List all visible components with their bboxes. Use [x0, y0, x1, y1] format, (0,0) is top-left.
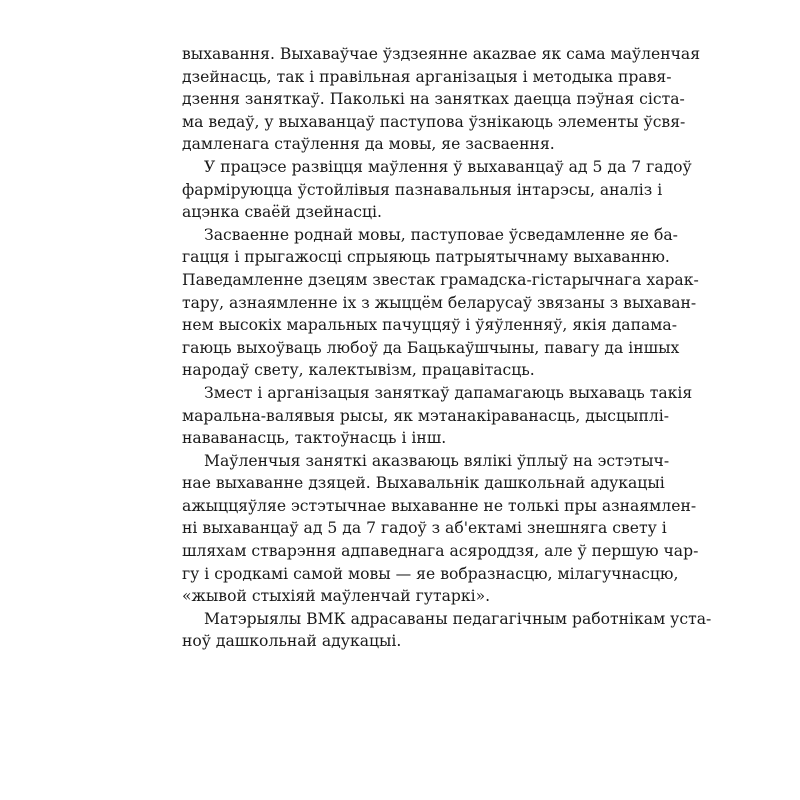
text-line: Маўленчыя заняткі аказваюць вялікі ўплыў на эстэтыч-	[204, 451, 670, 470]
text-line: У працэсе развіцця маўлення ў выхаванцаў ад 5 да 7 гадоў	[204, 157, 692, 176]
paragraph-5	[182, 450, 699, 608]
text-line: выхавання. Выхаваўчае ўздзеянне акazвае як сама маўленчая	[182, 45, 701, 63]
text-line: нем высокіх маральных пачуццяў і ўяўленняў, якія дапама-	[182, 316, 677, 335]
text-line: нае выхаванне дзяцей. Выхавальнік дашкольнай адукацыі	[182, 474, 665, 493]
text-line: «жывой стыхіяй маўленчай гутаркі».	[182, 587, 491, 606]
text-line: нававанасць, тактоўнасць і інш.	[182, 429, 447, 448]
text-line: гацця і прыгажосці спрыяюць патрыятычнаму выхаванню.	[182, 248, 670, 267]
text-line: ноў дашкольнай адукацыі.	[182, 632, 402, 651]
text-line: маральна-валявыя рысы, як мэтанакіраванасць, дысцыплі-	[182, 406, 670, 425]
paragraph-2	[182, 156, 692, 224]
paragraph-1	[182, 43, 701, 156]
text-line: Паведамленне дзецям звестак грамадска-гістарычнага харак-	[182, 270, 699, 289]
body-text	[182, 43, 712, 653]
text-line: Матэрыялы ВМК адрасаваны педагагічным работнікам уста-	[204, 609, 712, 628]
text-line: ні выхаванцаў ад 5 да 7 гадоў з аб'ектамі знешняга свету і	[182, 519, 667, 538]
text-line: ацэнка сваёй дзейнасці.	[182, 203, 382, 222]
text-line: гаюць выхоўваць любоў да Бацькаўшчыны, павагу да іншых	[182, 338, 680, 357]
text-line: дамленага стаўлення да мовы, яе засваення.	[182, 135, 555, 154]
text-line: фарміруюцца ўстойлівыя пазнавальныя інтарэсы, аналіз і	[182, 180, 663, 199]
text-line: Змест і арганізацыя заняткаў дапамагаюць выхаваць такія	[204, 383, 693, 402]
text-line: Засваенне роднай мовы, паступовае ўсведамленне яе ба-	[204, 225, 678, 244]
text-line: дзення заняткаў. Паколькі на занятках даецца пэўная сіста-	[182, 90, 685, 109]
text-line: дзейнасць, так і правільная арганізацыя і методыка правя-	[182, 67, 672, 86]
text-line: гу і сродкамі самой мовы — яе вобразнасцю, мілагучнасцю,	[182, 564, 679, 583]
paragraph-6	[182, 608, 712, 653]
paragraph-4	[182, 382, 693, 450]
text-line: ажыццяўляе эстэтычнае выхаванне не толькі пры азнаямлен-	[182, 496, 697, 515]
text-line: народаў свету, калектывізм, працавітасць.	[182, 361, 535, 380]
text-line: шляхам стварэння адпаведнага асяроддзя, але ў першую чар-	[182, 542, 699, 561]
text-line: тару, азнаямленне іх з жыццём беларусаў звязаны з выхаван-	[182, 293, 697, 312]
paragraph-3	[182, 224, 699, 382]
text-line: ма ведаў, у выхаванцаў паступова ўзнікаюць элементы ўсвя-	[182, 112, 686, 131]
